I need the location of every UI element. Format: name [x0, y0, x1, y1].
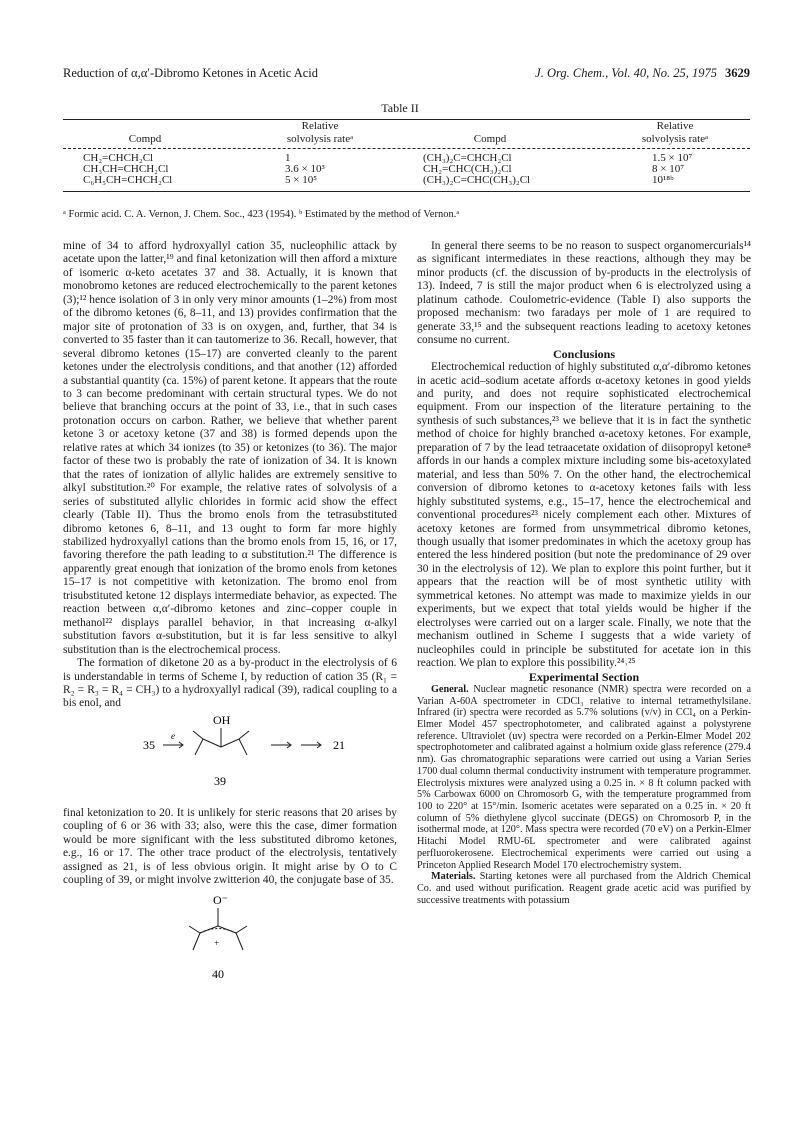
table-cell: (CH₃)₂C=CHCH₂Cl: [423, 152, 512, 164]
rate-header-line1: Relative: [656, 120, 694, 132]
experimental-general: [417, 684, 751, 871]
run-in-head-materials: Materials.: [431, 871, 476, 883]
materials-text: Starting ketones were all purchased from the Aldrich Chemical Co. and used without purification. Reagent grade acetic acid was purified by successive treatments with potassium: [417, 871, 751, 906]
table-cell: 5 × 10⁵: [285, 174, 318, 186]
experimental-materials: [417, 871, 751, 906]
table-cell: 1.5 × 10⁷: [652, 152, 693, 164]
journal-citation: [535, 66, 750, 81]
table-left-compounds: [83, 153, 172, 186]
scheme-product-label: 21: [333, 737, 345, 752]
general-text: Nuclear magnetic resonance (NMR) spectra were recorded on a Varian A-60A spectrometer in CDCl₃ relative to internal tetramethylsilane. Infrared (ir) spectra were recorded as 5.7% solutions (v/v) in CCl₄ on a Perkin-Elmer Model 457 spectrophotometer, and calibrated against a polystyrene reference. Ultraviolet (uv) spectra were recorded on a Perkin-Elmer Model 202 spectrophotometer and calibrated against a holmium oxide glass reference (279.4 nm). Gas chromatographic separations were carried out using a Varian Series 1700 dual column thermal conductivity instrument with temperature programmer. Electrolysis mixtures were analyzed using a 0.25 in. × 8 ft column packed with 5% Carbowax 6000 on Chromosorb G, with the temperature programmed from 100 to 220° at 15°/min. Isomeric acetates were separated on a 0.25 in. × 20 ft column of 5% diethylene glycol succinate (DEGS) on Chromosorb P, in the isothermal mode, at 120°. Mass spectra were recorded (70 eV) on a Perkin-Elmer Hitachi Model RMU-6L spectrometer and were calibrated against perfluorokerosene. Electrochemical experiments were carried out using a Princeton Applied Research Model 170 electrochemistry system.: [417, 683, 751, 871]
zwitterion-40-label: 40: [212, 966, 224, 981]
rate-header-line1: Relative: [301, 120, 339, 132]
table-header-compd-left: Compd: [128, 133, 162, 145]
paragraph: mine of 34 to afford hydroxyallyl cation 35, nucleophilic attack by acetate upon the latter,¹⁹ and final ketonization will then afford a mixture of isomeric α-keto acetates 37 and 38. Actually, it is known that monobromo ketones are reduced electrochemically to the parent ketones (3);¹² hence isolation of 3 in only very minor amounts (1–2%) from most of the dibromo ketones (6, 8–11, and 13) provides confirmation that the major site of protonation of 33 is on oxygen, and, further, that 34 is converted to 35 faster than it can tautomerize to 36. Recall, however, that several dibromo ketones (15–17) are converted cleanly to the parent ketones under the electrolysis conditions, and that another (12) afforded a substantial quantity (ca. 15%) of parent ketone. It appears that the route to 3 can become predominant with certain structural types. We do not believe that branching occurs at the point of 33, i.e., that in such cases protonation occurs on carbon. Rather, we believe that whether parent ketone 3 or acetoxy ketone (37 and 38) is formed depends upon the relative rates at which 34 ionizes (to 35) or ketonizes (to 36). The major factor of these two is probably the rate of ionization of 34. It is known that the rates of ionization of allylic halides are extremely sensitive to alkyl substitution.²⁰ For example, the relative rates of solvolysis of a series of substituted allylic chlorides in formic acid show the effect clearly (Table II). Thus the bromo enols from the tetrasubstituted dibromo ketones 6, 8–11, and 13 ought to form far more highly stabilized hydroxyallyl cations than the bromo enols from 15, 16, or 17, favoring therefore the path leading to α substitution.²¹ The difference is apparently great enough that ionization of the bromo enols from ketones 15–17 is not competitive with ketonization. The bromo enol from trisubstituted ketone 12 displays intermediate behavior, as expected. The reaction between α,α′-dibromo ketones and zinc–copper couple in methanol²² displays parallel behavior, in that increasing α-alkyl substitution favors α-substitution, but it is far less sensitive to alkyl substitution than is the electrochemical process.: [63, 240, 398, 656]
zwitterion-charge: +: [214, 937, 220, 948]
table-mid-rule: [63, 148, 750, 149]
section-heading-experimental: Experimental Section: [528, 669, 640, 684]
paragraph: final ketonization to 20. It is unlikely for steric reasons that 20 arises by coupling of 6 or 36 with 33; also, were this the case, dimer formation would be more significant with the less substituted dibromo ketones, e.g., 16 or 17. The other trace product of the electrolysis, tentatively assigned as 21, is of less obvious origin. It might arise by O to C coupling of 39, or might involve zwitterion 40, the conjugate base of 35.: [63, 806, 397, 887]
left-column: [63, 240, 397, 994]
table-header-compd-right: Compd: [473, 133, 507, 145]
rate-header-line2: solvolysis rateᵃ: [286, 133, 354, 145]
table-right-compounds: [423, 153, 530, 186]
scheme-electron-label: e: [171, 730, 175, 741]
table-caption: Table II: [381, 101, 419, 115]
scheme-start-label: 35: [143, 737, 155, 752]
section-heading-conclusions: Conclusions: [552, 346, 616, 361]
table-cell: CH₃CH=CHCH₂Cl: [83, 163, 169, 175]
rate-header-line2: solvolysis rateᵃ: [641, 133, 709, 145]
table-left-rates: [285, 153, 325, 186]
scheme-39-label: 39: [214, 773, 226, 788]
page-number: 3629: [725, 66, 750, 80]
right-column: [417, 240, 751, 906]
running-header: [63, 66, 750, 84]
table-cell: CH₂=CHCH₂Cl: [83, 152, 154, 164]
paragraph: In general there seems to be no reason to suspect organomercurials¹⁴ as significant intermediates in these reactions, although they may be minor products (cf. the discussion of by-products in the electrolysis of 13). Indeed, 7 is still the major product when 6 is electrolyzed using a platinum cathode. Coulometric-evidence (Table I) also supports the proposed mechanism: two faradays per mole of 1 are required to generate 33,¹⁵ and the subsequent reactions leading to acetoxy ketones consume no current.: [417, 240, 751, 347]
table-header-rate-left: [255, 120, 385, 146]
table-cell: 3.6 × 10³: [285, 163, 325, 175]
paragraph: The formation of diketone 20 as a by-product in the electrolysis of 6 is understandable in terms of Scheme I, by reduction of cation 35 (R₁ = R₂ = R₃ = R₄ = CH₃) to a hydroxyallyl radical (39), radical coupling to a bis enol, and: [63, 657, 397, 710]
table-cell: 1: [285, 152, 291, 164]
scheme-39: [63, 711, 397, 807]
table-cell: 8 × 10⁷: [652, 163, 685, 175]
table-header-rate-right: [605, 120, 745, 146]
table-cell: 10¹⁸ᵇ: [652, 174, 674, 186]
table-cell: C₆H₅CH=CHCH₂Cl: [83, 174, 173, 186]
zwitterion-oxide-label: O⁻: [213, 892, 228, 907]
paragraph: Electrochemical reduction of highly substituted α,α′-dibromo ketones in acetic acid–sodium acetate affords α-acetoxy ketones in good yields and purity, and does not require sophisticated electrochemical equipment. From our inspection of the literature pertaining to the synthesis of such substances,²³ we believe that it is in fact the synthetic method of choice for highly branched α-acetoxy ketones. For example, preparation of 7 by the lead tetraacetate oxidation of diisopropyl ketone⁸ affords in our hands a complex mixture including some bis-acetoxylated material, and less than 50% 7. On the other hand, the electrochemical conversion of dibromo ketones to α-acetoxy ketones fails with less highly substituted systems, e.g., 15–17, hence the electrochemical and conventional procedures²³ nicely complement each other. Mixtures of acetoxy ketones are formed from unsymmetrical dibromo ketones, though usually that isomer predominates in which the acetoxy group has entered the less hindered position (but note the predominance of 29 over 30 in the electrolysis of 12). We plan to explore this point further, but it appears that the reaction will be of most synthetic utility with symmetrical ketones. No attempt was made to maximize yields in our experiments, but we expect that total yields would be higher if the electrolyses were carried out on a larger scale. Finally, we note that the mechanism outlined in Scheme I suggests that a wide variety of nucleophiles could in principle be substituted for acetate ion in this reaction. We plan to explore this possibility.²⁴˒²⁵: [417, 361, 751, 670]
run-in-head-general: General.: [431, 683, 469, 695]
zwitterion-structure: [63, 888, 397, 994]
table-bottom-rule: [63, 191, 750, 192]
table-right-rates: [652, 153, 692, 186]
hydroxyallyl-radical-structure: [63, 711, 397, 807]
journal-ref: J. Org. Chem., Vol. 40, No. 25, 1975: [535, 66, 717, 80]
table-cell: CH₂=CHC(CH₃)₂Cl: [423, 163, 512, 175]
zwitterion-40: [63, 888, 397, 994]
table-cell: (CH₃)₂C=CHC(CH₃)₂Cl: [423, 174, 531, 186]
running-title: Reduction of α,α′-Dibromo Ketones in Acetic Acid: [63, 66, 319, 80]
scheme-oh-label: OH: [213, 712, 231, 727]
table-footnote: ᵃ Formic acid. C. A. Vernon, J. Chem. Soc., 423 (1954). ᵇ Estimated by the method of Vernon.ᵃ: [63, 209, 460, 220]
